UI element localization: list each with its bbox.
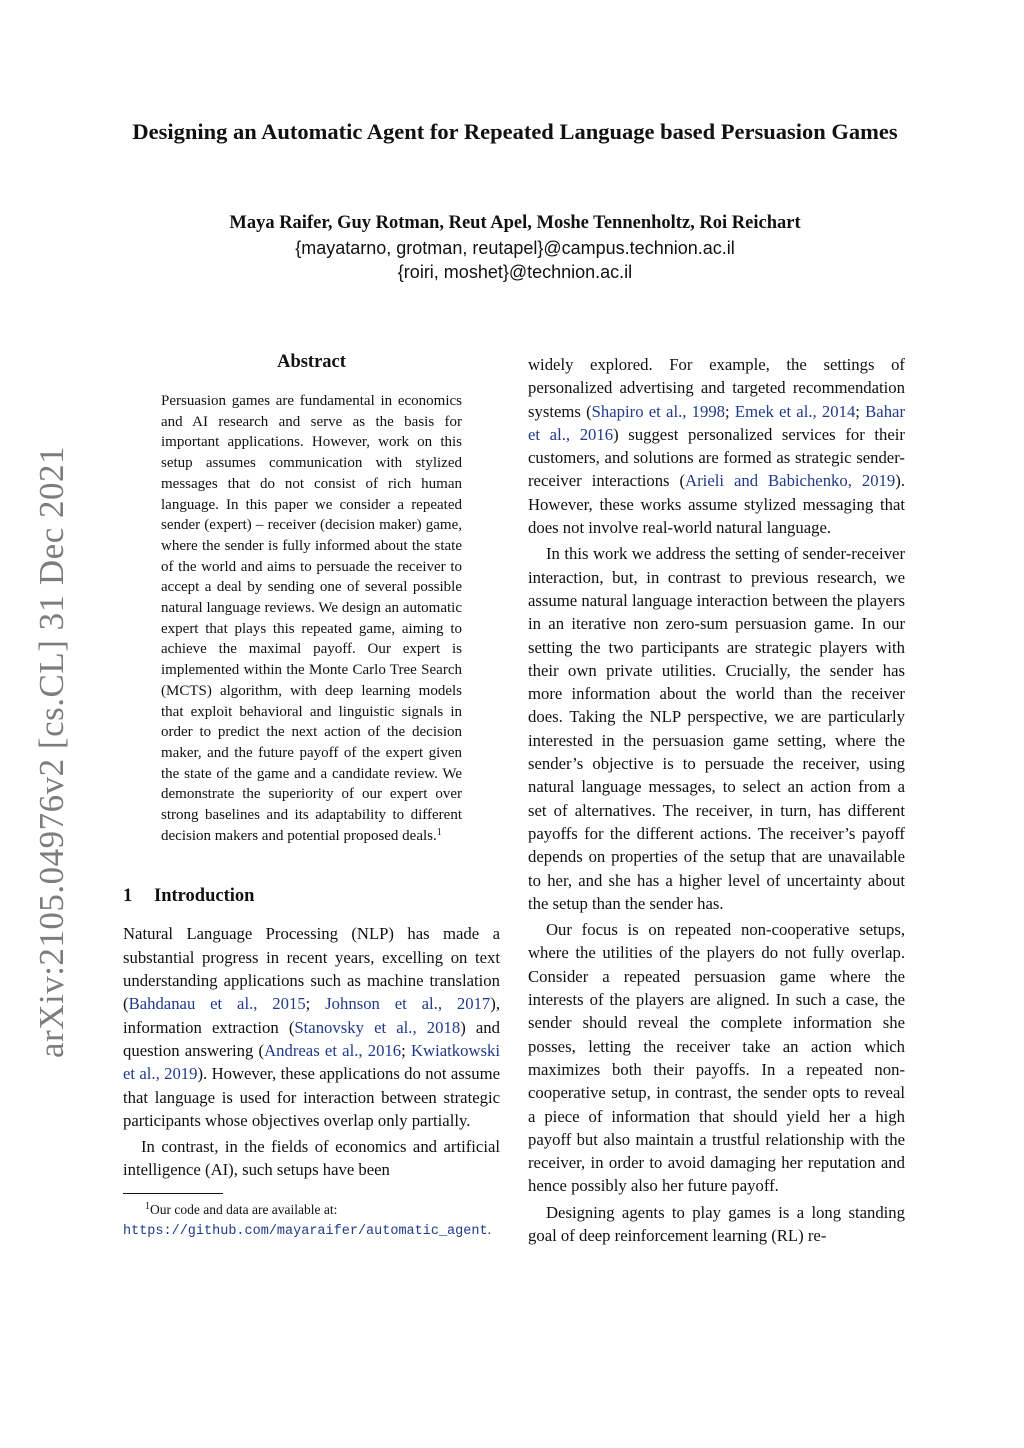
text-span: Natural Language Processing (NLP) has made a substantial progress in recent years, excelling on text understanding applications such as machine translation (	[123, 924, 500, 1014]
abstract-heading: Abstract	[277, 352, 346, 372]
text-span: ;	[855, 401, 866, 421]
intro-paragraph-1	[123, 922, 500, 1132]
left-column	[123, 350, 500, 1242]
paper-title: Designing an Automatic Agent for Repeated Language based Persuasion Games	[132, 119, 898, 144]
citation-link[interactable]: Shapiro et al., 1998	[591, 401, 726, 421]
citation-link[interactable]: Emek et al., 2014	[734, 401, 856, 421]
abstract-body	[161, 391, 462, 846]
right-column	[528, 353, 905, 1247]
text-span: ). However, these works assume stylized messaging that does not involve real-world natural language.	[528, 471, 905, 538]
footnote-rule	[123, 1193, 223, 1198]
arxiv-identifier-stamp	[32, 446, 72, 1058]
footnote-text: Our code and data are available at:	[150, 1201, 338, 1217]
text-span: ) and question answering (	[123, 1017, 500, 1060]
text-span: .	[487, 1221, 491, 1237]
section-heading-introduction	[123, 884, 500, 908]
author-email-line-1: {mayatarno, grotman, reutapel}@campus.technion.ac.il	[295, 238, 735, 258]
citation-link[interactable]: Arieli and Babichenko, 2019	[685, 471, 896, 491]
section-title: Introduction	[154, 886, 255, 907]
text-span: ;	[725, 401, 735, 421]
text-span: ). However, these applications do not assume that language is used for interaction between strategic participants whose objectives overlap only partially.	[123, 1064, 501, 1130]
author-list: Maya Raifer, Guy Rotman, Reut Apel, Moshe Tennenholtz, Roi Reichart	[229, 213, 801, 233]
introduction-body	[123, 922, 500, 1181]
citation-link[interactable]: Andreas et al., 2016	[264, 1040, 402, 1060]
text-span: ) suggest personalized services for their customers, and solutions are formed as strategic sender-receiver interactions (	[528, 424, 905, 491]
citation-link[interactable]: Johnson et al., 2017	[325, 994, 491, 1014]
section-number: 1	[123, 886, 133, 907]
right-paragraph-3: Our focus is on repeated non-cooperative setups, where the utilities of the players do not fully overlap. Consider a repeated persuasion game where the interests of the players are aligned. In such a case, the sender should reveal the complete information she posses, letting the receiver take an action which maximizes both their payoffs. In a repeated non-cooperative setup, in contrast, the sender opts to reveal a piece of information that should yield her a high payoff but also maintain a trustful relationship with the receiver, in order to avoid damaging her reputation and hence possibly also her future payoff.	[528, 920, 905, 1196]
footnote-1	[123, 1200, 500, 1242]
intro-paragraph-2: In contrast, in the fields of economics and artificial intelligence (AI), such setups have been	[123, 1137, 500, 1180]
citation-link[interactable]: Kwiatkowski et al., 2019	[123, 1040, 500, 1084]
code-repository-link[interactable]: https://github.com/mayaraifer/automatic_agent	[123, 1223, 488, 1239]
text-span: ), information extraction (	[123, 994, 500, 1037]
text-span: ;	[305, 994, 326, 1014]
footnote-mark: 1	[145, 1200, 150, 1212]
citation-link[interactable]: Bahdanau et al., 2015	[128, 994, 306, 1014]
text-span: ;	[401, 1040, 411, 1060]
abstract-footnote-mark[interactable]: 1	[436, 826, 442, 838]
citation-link[interactable]: Bahar et al., 2016	[528, 401, 906, 444]
author-email-line-2: {roiri, moshet}@technion.ac.il	[397, 262, 633, 282]
right-paragraph-4: Designing agents to play games is a long standing goal of deep reinforcement learning (RL) re-	[528, 1202, 905, 1245]
right-paragraph-1	[528, 353, 905, 539]
arxiv-stamp-text: arXiv:2105.04976v2 [cs.CL] 31 Dec 2021	[32, 446, 71, 1058]
right-paragraph-2: In this work we address the setting of sender-receiver interaction, but, in contrast to previous research, we assume natural language interaction between the players in an iterative non zero-sum persuasion game. In our setting the two participants are strategic players with their own private utilities. Crucially, the sender has more information about the world than the receiver does. Taking the NLP perspective, we are particularly interested in the persuasion game setting, where the sender’s objective is to persuade the receiver, using natural language messages, to select an action from a set of alternatives. The receiver, in turn, has different payoffs for the different actions. The receiver’s payoff depends on properties of the setup that are unavailable to her, and she has a higher level of uncertainty about the setup than the sender has.	[528, 544, 905, 913]
text-span: widely explored. For example, the settings of personalized advertising and targeted recommendation systems (	[528, 355, 905, 421]
citation-link[interactable]: Stanovsky et al., 2018	[294, 1017, 461, 1037]
abstract-text: Persuasion games are fundamental in economics and AI research and serve as the basis for important applications. However, work on this setup assumes communication with stylized messages that do not consist of rich human language. In this paper we consider a repeated sender (expert) – receiver (decision maker) game, where the sender is fully informed about the state of the world and aims to persuade the receiver to accept a deal by sending one of several possible natural language reviews. We design an automatic expert that plays this repeated game, aiming to achieve the maximal payoff. Our expert is implemented within the Monte Carlo Tree Search (MCTS) algorithm, with deep learning models that exploit behavioral and linguistic signals in order to predict the next action of the decision maker, and the future payoff of the expert given the state of the game and a candidate review. We demonstrate the superiority of our expert over strong baselines and its adaptability to different decision makers and potential proposed deals.	[161, 393, 462, 844]
